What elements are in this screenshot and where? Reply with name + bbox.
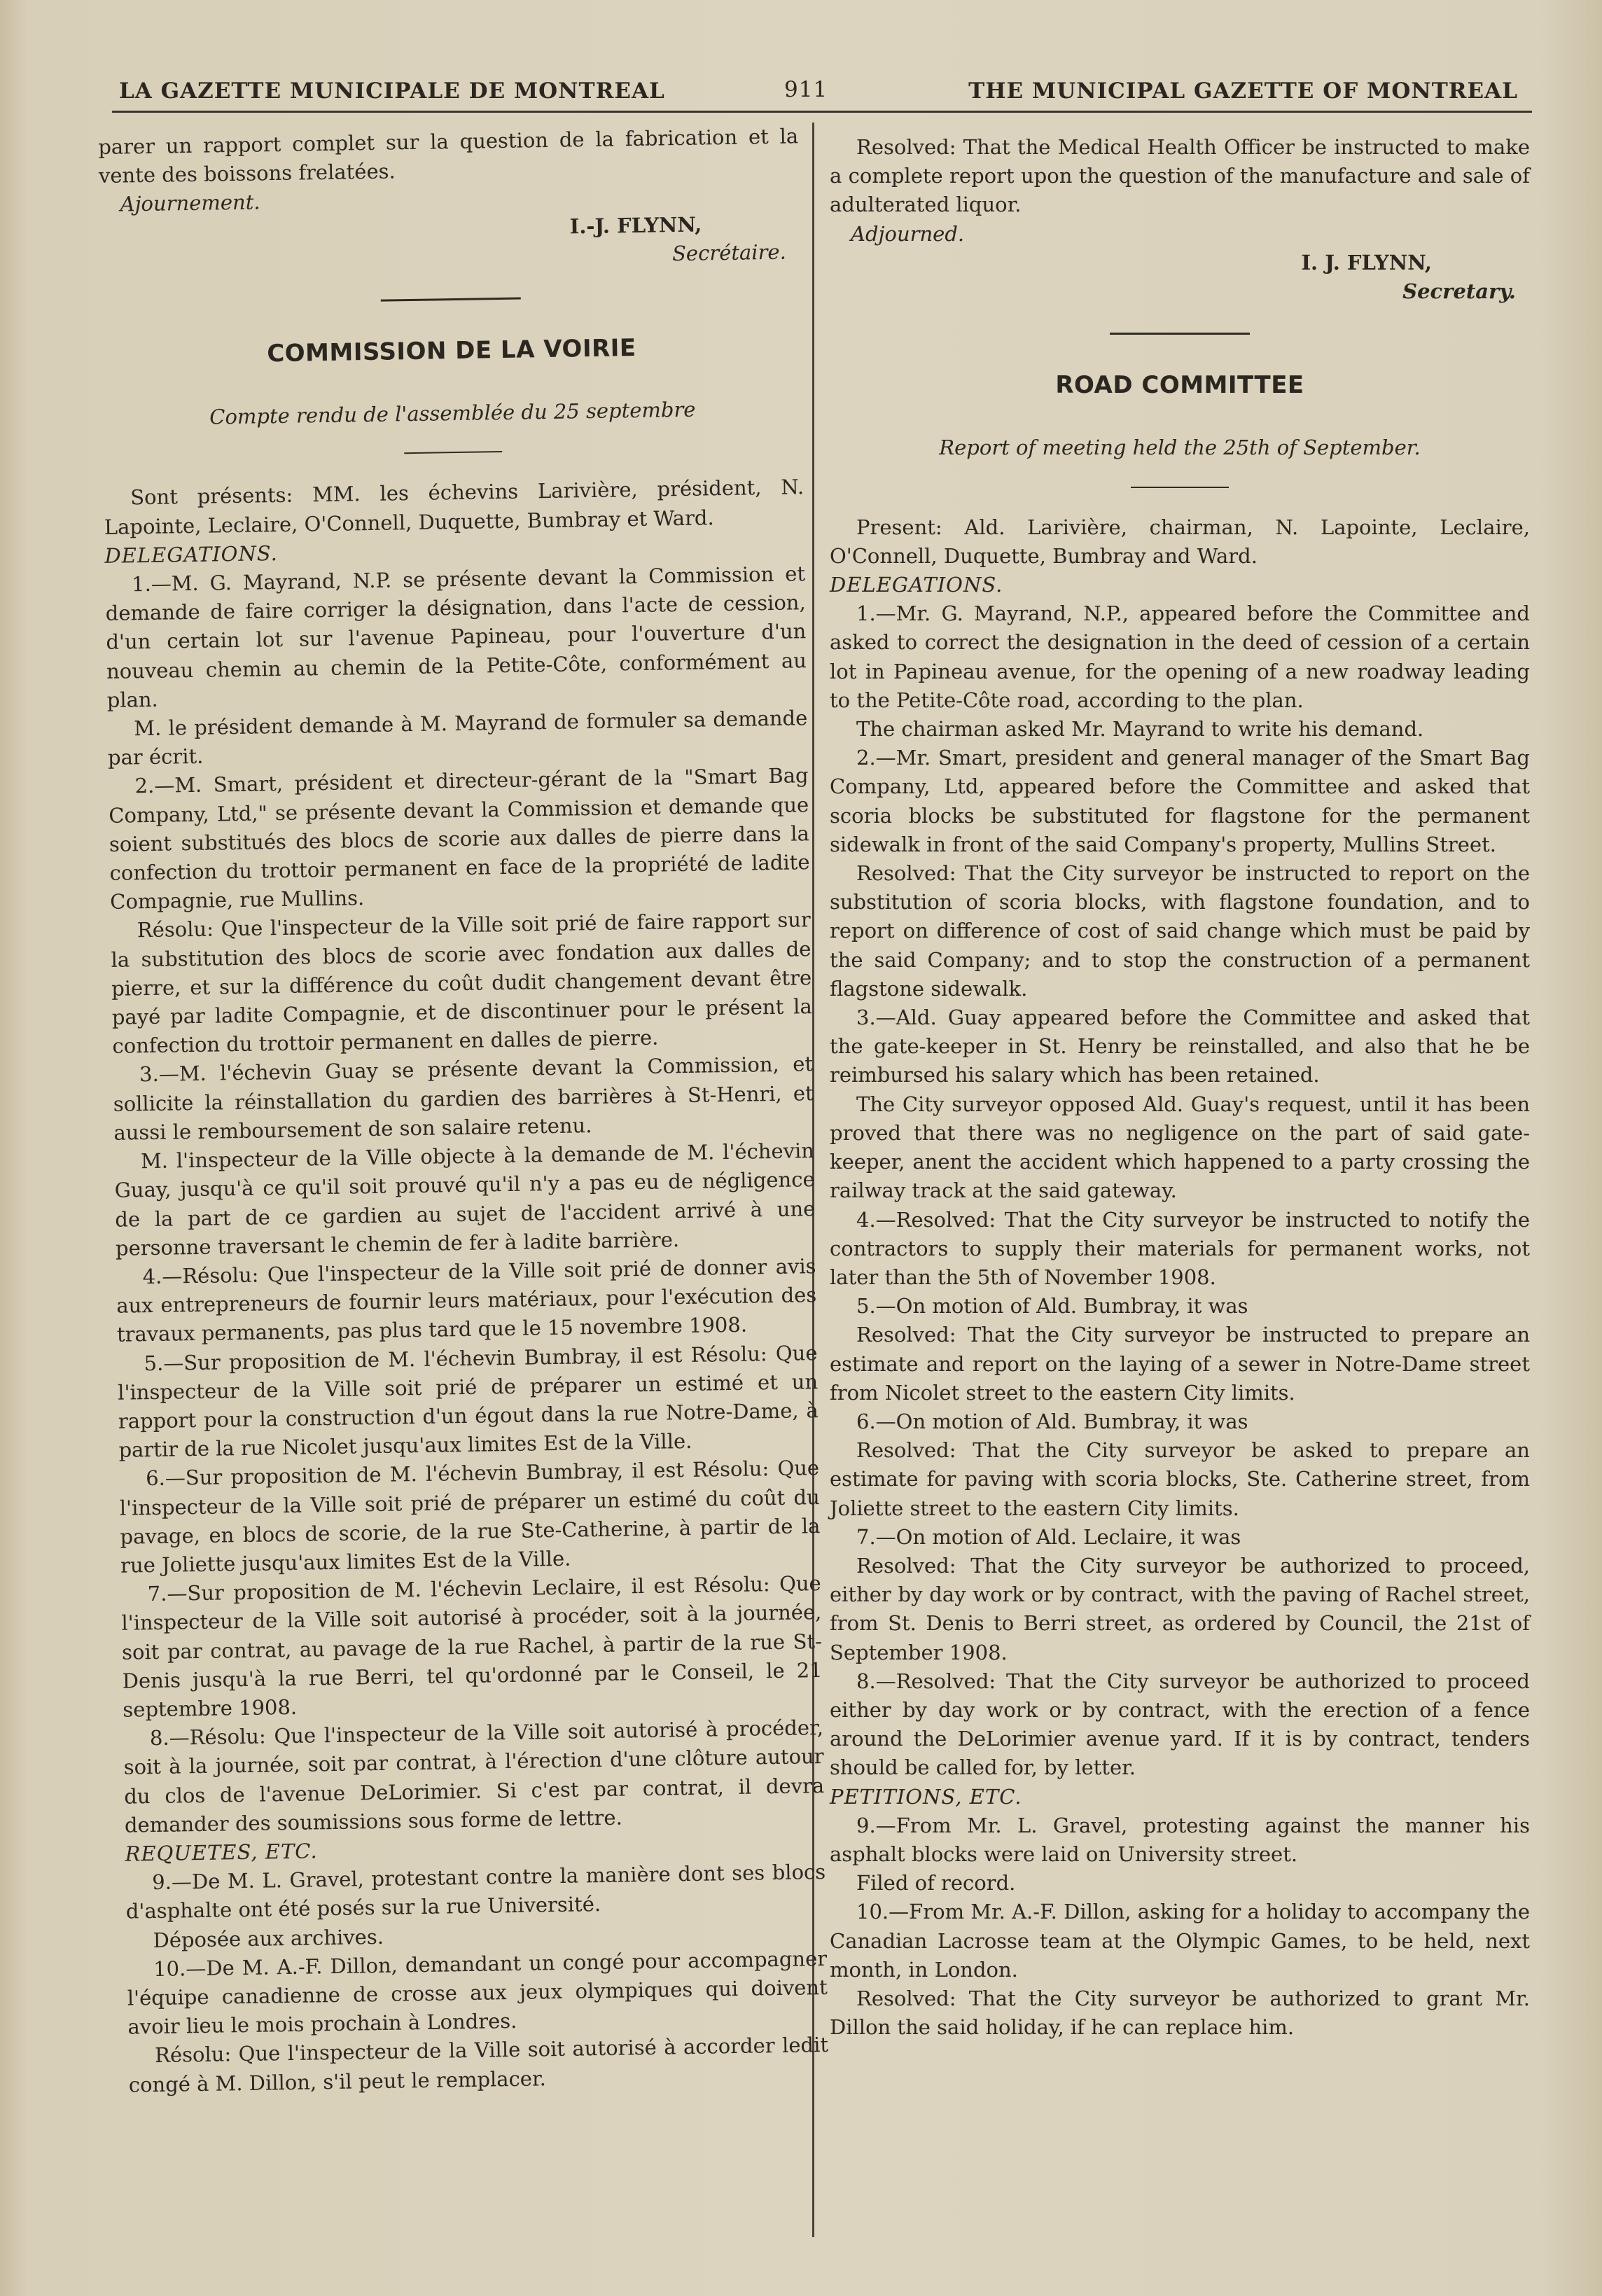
english-heading-petitions: PETITIONS, ETC. (830, 1784, 1022, 1809)
english-para: 2.—Mr. Smart, president and general manager of the Smart Bag Company, Ltd, appeared before the Committee and asked that scoria blocks be substituted for flagstone for the permanent sidewalk in front of the said Company's property, Mullins Street. (830, 746, 1530, 856)
english-para: 3.—Ald. Guay appeared before the Committee and asked that the gate-keeper in St. Henry be reinstalled, and also that he be reimbursed his salary which has been retained. (830, 1006, 1530, 1087)
english-para: Resolved: That the City surveyor be instructed to report on the substitution of scoria blocks, with flagstone foundation, and to report on difference of cost of said change which must be paid by the said Company; and to stop the construction of a permanent flagstone sidewalk. (830, 861, 1530, 1001)
english-heading-delegations: DELEGATIONS. (830, 573, 1003, 597)
french-subtitle: Compte rendu de l'assemblée du 25 septembre (209, 397, 696, 429)
french-signature-name: I.-J. FLYNN, (569, 212, 702, 239)
french-para: 3.—M. l'échevin Guay se présente devant la Commission, et sollicite la réinstallation du gardien des barrières à St-Henri, et aussi le remboursement de son salaire retenu. (113, 1052, 814, 1145)
english-para: Filed of record. (856, 1871, 1016, 1895)
french-para: 4.—Résolu: Que l'inspecteur de la Ville soit prié de donner avis aux entrepreneurs de fournir leurs matériaux, pour l'exécution des travaux permanents, pas plus tard que le 15 novembre 1908. (116, 1253, 817, 1347)
french-adjourn: Ajournement. (120, 190, 260, 216)
english-para: 9.—From Mr. L. Gravel, protesting against the manner his asphalt blocks were laid on University street. (830, 1813, 1530, 1866)
english-para: 7.—On motion of Ald. Leclaire, it was (856, 1524, 1241, 1549)
english-para: 6.—On motion of Ald. Bumbray, it was (856, 1409, 1248, 1433)
english-subtitle-rule (1131, 487, 1229, 488)
page-number: 911 (784, 77, 828, 102)
french-para: M. le président demande à M. Mayrand de formuler sa demande par écrit. (107, 706, 808, 770)
french-para: 6.—Sur proposition de M. l'échevin Bumbray, il est Résolu: Que l'inspecteur de la Ville soit prié de préparer un estimé du coût du pavage, en blocs de scorie, de la rue Ste-Catherine, à partir de la rue Joliette jusqu'aux limites Est de la Ville. (119, 1456, 821, 1578)
french-para: 2.—M. Smart, président et directeur-gérant de la "Smart Bag Company, Ltd," se présente devant la Commission et demande que soient substitués des blocs de scorie aux dalles de pierre dans la confection du trottoir permanent en face de la propriété de ladite Compagnie, rue Mullins. (109, 763, 810, 914)
english-para: 8.—Resolved: That the City surveyor be authorized to proceed either by day work or by contract, with the erection of a fence around the DeLorimier avenue yard. If it is by contract, tenders should be called for, by letter. (830, 1669, 1530, 1780)
french-signature-title: Secrétaire. (671, 239, 787, 265)
header-french-title: LA GAZETTE MUNICIPALE DE MONTREAL (119, 78, 665, 104)
english-para: Resolved: That the City surveyor be asked to prepare an estimate for paving with scoria blocks, Ste. Catherine street, from Joliette street to the eastern City limits. (830, 1438, 1530, 1520)
english-subtitle: Report of meeting held the 25th of September. (939, 436, 1421, 460)
english-para: The chairman asked Mr. Mayrand to write his demand. (856, 717, 1424, 742)
french-para: Résolu: Que l'inspecteur de la Ville soit autorisé à accorder ledit congé à M. Dillon, s'il peut le remplacer. (128, 2033, 829, 2097)
french-para: 7.—Sur proposition de M. l'échevin Leclaire, il est Résolu: Que l'inspecteur de la Ville soit autorisé à procéder, soit à la journée, soit par contrat, au pavage de la rue Rachel, à partir de la rue St-Denis jusqu'à la rue Berri, tel qu'ordonné par le Conseil, le 21 septembre 1908. (121, 1571, 823, 1722)
french-section-title: COMMISSION DE LA VOIRIE (266, 333, 636, 368)
french-para: 5.—Sur proposition de M. l'échevin Bumbray, il est Résolu: Que l'inspecteur de la Ville soit prié de préparer un estimé et un rapport pour la construction d'un égout dans la rue Notre-Dame, à partir de la rue Nicolet jusqu'aux limites Est de la Ville. (117, 1340, 819, 1462)
french-heading-requetes: REQUETES, ETC. (125, 1839, 318, 1866)
french-para: Déposée aux archives. (153, 1924, 384, 1952)
french-para: Résolu: Que l'inspecteur de la Ville soit prié de faire rapport sur la substitution des blocs de scorie avec fondation aux dalles de pierre, et sur la différence du coût dudit changement devant être payé par ladite Compagnie, et de discontinuer pour le présent la confection du trottoir permanent en dalles de pierre. (111, 907, 812, 1059)
header-english-title: THE MUNICIPAL GAZETTE OF MONTREAL (968, 78, 1518, 104)
french-heading-delegations: DELEGATIONS. (104, 541, 279, 568)
header-rule (112, 111, 1532, 113)
french-para: M. l'inspecteur de la Ville objecte à la demande de M. l'échevin Guay, jusqu'à ce qu'il soit prouvé qu'il n'y a pas eu de négligence de la part de ce gardien au sujet de l'accident arrivé à une personne traversant le chemin de fer à ladite barrière. (114, 1139, 816, 1260)
english-signature-name: I. J. FLYNN, (1301, 250, 1432, 274)
french-para: 8.—Résolu: Que l'inspecteur de la Ville soit autorisé à procéder, soit à la journée, soit par contrat, à l'érection d'une clôture autour du clos de l'avenue DeLorimier. Si c'est par contrat, il devra demander des soumissions sous forme de lettre. (123, 1716, 825, 1837)
english-para: Present: Ald. Larivière, chairman, N. Lapointe, Leclaire, O'Connell, Duquette, Bumbray and Ward. (830, 515, 1530, 568)
english-adjourn: Adjourned. (851, 221, 965, 246)
french-para: 9.—De M. L. Gravel, protestant contre la manière dont ses blocs d'asphalte ont été posés sur la rue Université. (125, 1860, 826, 1924)
english-signature-title: Secretary. (1402, 279, 1516, 304)
english-para: 5.—On motion of Ald. Bumbray, it was (856, 1294, 1248, 1319)
english-para: Resolved: That the City surveyor be instructed to prepare an estimate and report on the laying of a sewer in Notre-Dame street from Nicolet street to the eastern City limits. (830, 1323, 1530, 1405)
english-para: 10.—From Mr. A.-F. Dillon, asking for a holiday to accompany the Canadian Lacrosse team at the Olympic Games, to be held, next month, in London. (830, 1900, 1530, 1982)
french-column (98, 122, 829, 2099)
english-para: Resolved: That the City surveyor be authorized to grant Mr. Dillon the said holiday, if he can replace him. (830, 1986, 1530, 2040)
english-para: 4.—Resolved: That the City surveyor be instructed to notify the contractors to supply their materials for permanent works, not later than the 5th of November 1908. (830, 1207, 1530, 1289)
french-para: 10.—De M. A.-F. Dillon, demandant un congé pour accompagner l'équipe canadienne de crosse aux jeux olympiques qui doivent avoir lieu le mois prochain à Londres. (127, 1946, 828, 2039)
french-separator (381, 298, 521, 302)
english-para: 1.—Mr. G. Mayrand, N.P., appeared before the Committee and asked to correct the designation in the deed of cession of a certain lot in Papineau avenue, for the opening of a new roadway leading to the Petite-Côte road, according to the plan. (830, 601, 1530, 712)
english-section-title: ROAD COMMITTEE (1055, 371, 1304, 400)
french-para: Sont présents: MM. les échevins Larivière, président, N. Lapointe, Leclaire, O'Connell, Duquette, Bumbray et Ward. (104, 475, 805, 539)
english-para: Resolved: That the City surveyor be authorized to proceed, either by day work or by contract, with the paving of Rachel street, from St. Denis to Berri street, as ordered by Council, the 21st of September 1908. (830, 1553, 1530, 1664)
english-intro: Resolved: That the Medical Health Officer be instructed to make a complete report upon the question of the manufacture and sale of adulterated liquor. (830, 135, 1530, 217)
french-intro: parer un rapport complet sur la question de la fabrication et la vente des boissons frelatées. (98, 124, 799, 188)
english-para: The City surveyor opposed Ald. Guay's request, until it has been proved that there was no negligence on the part of said gate-keeper, anent the accident which happened to a party crossing the railway track at the said gateway. (830, 1092, 1530, 1203)
english-separator (1110, 333, 1250, 335)
french-para: 1.—M. G. Mayrand, N.P. se présente devant la Commission et demande de faire corriger la désignation, dans l'acte de cession, d'un certain lot sur l'avenue Papineau, pour l'ouverture d'un nouveau chemin au chemin de la Petite-Côte, conformément au plan. (105, 562, 807, 712)
french-subtitle-rule (404, 451, 502, 454)
english-column (830, 133, 1530, 2042)
